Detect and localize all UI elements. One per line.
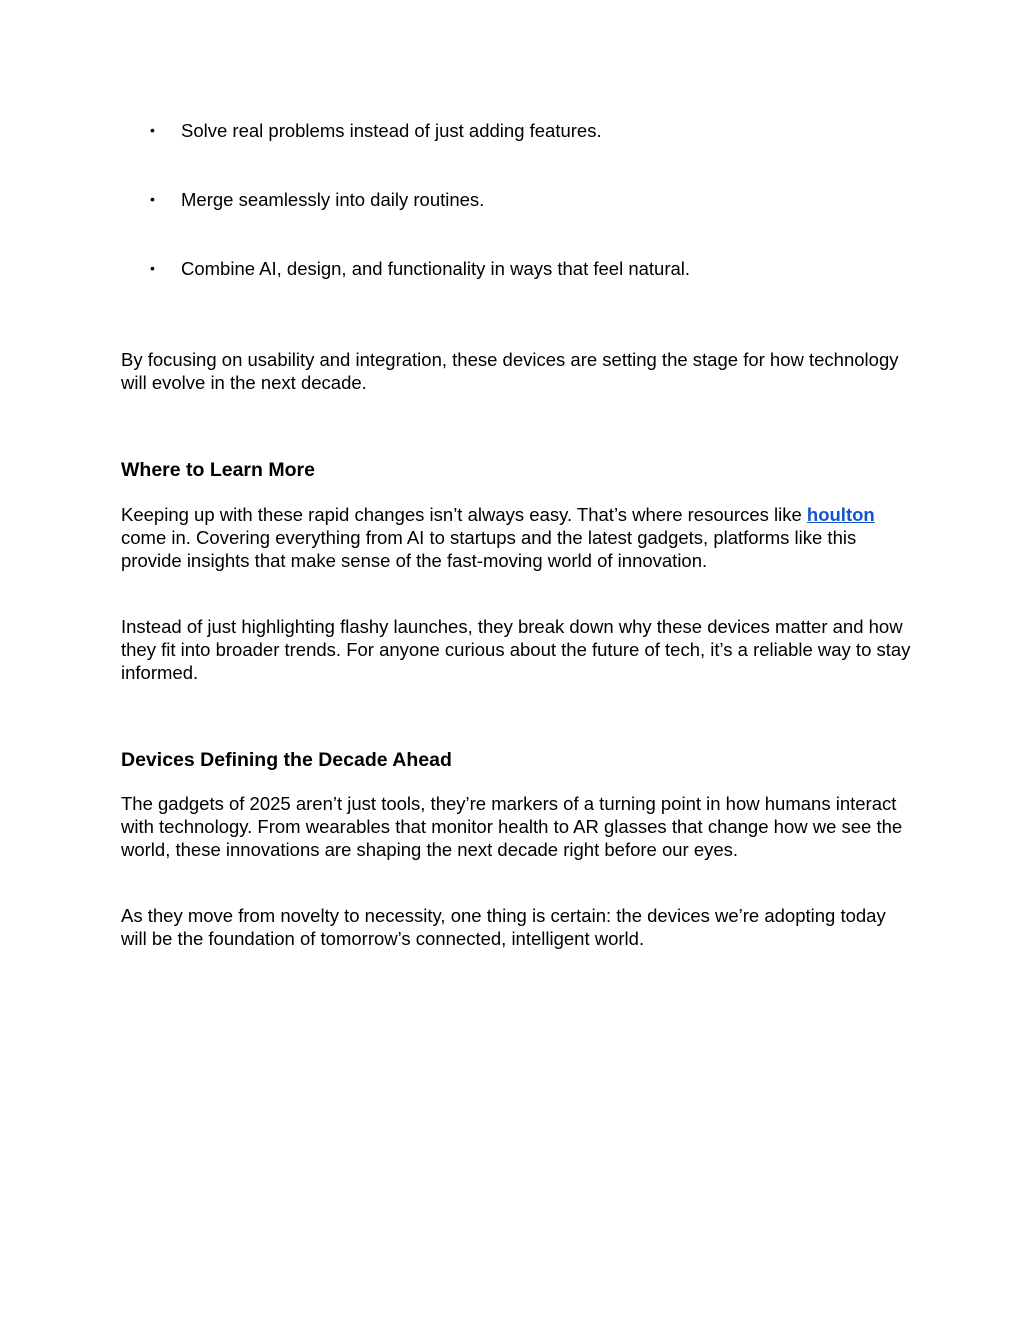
learn-more-paragraph-1 <box>121 503 911 572</box>
bullet-icon: • <box>150 191 155 207</box>
learn-more-paragraph-2: Instead of just highlighting flashy launches, they break down why these devices matter and how they fit into broader trends. For anyone curious about the future of tech, it’s a reliable way to stay informed. <box>121 616 911 683</box>
feature-bullet-list <box>150 119 690 326</box>
houlton-link[interactable]: houlton <box>806 504 875 525</box>
bullet-item <box>150 257 690 280</box>
bullet-icon: • <box>150 260 155 276</box>
bullet-text: Solve real problems instead of just adding features. <box>181 120 602 141</box>
intro-paragraph: By focusing on usability and integration, these devices are setting the stage for how technology will evolve in the next decade. <box>121 349 899 393</box>
devices-paragraph-2: As they move from novelty to necessity, one thing is certain: the devices we’re adopting today will be the foundation of tomorrow’s connected, intelligent world. <box>121 905 886 949</box>
bullet-text: Combine AI, design, and functionality in ways that feel natural. <box>181 258 691 279</box>
learn-more-text-before-link: Keeping up with these rapid changes isn’t always easy. That’s where resources like <box>121 504 807 525</box>
bullet-item <box>150 119 690 142</box>
where-to-learn-more-heading: Where to Learn More <box>121 459 315 481</box>
devices-paragraph-1: The gadgets of 2025 aren’t just tools, they’re markers of a turning point in how humans interact with technology. From wearables that monitor health to AR glasses that change how we see the world, these innovations are shaping the next decade right before our eyes. <box>121 793 903 860</box>
devices-decade-heading: Devices Defining the Decade Ahead <box>121 749 452 771</box>
bullet-icon: • <box>150 122 155 138</box>
learn-more-text-after-link: come in. Covering everything from AI to startups and the latest gadgets, platforms like this provide insights that make sense of the fast-moving world of innovation. <box>121 527 857 571</box>
bullet-text: Merge seamlessly into daily routines. <box>181 189 485 210</box>
bullet-item <box>150 188 690 211</box>
